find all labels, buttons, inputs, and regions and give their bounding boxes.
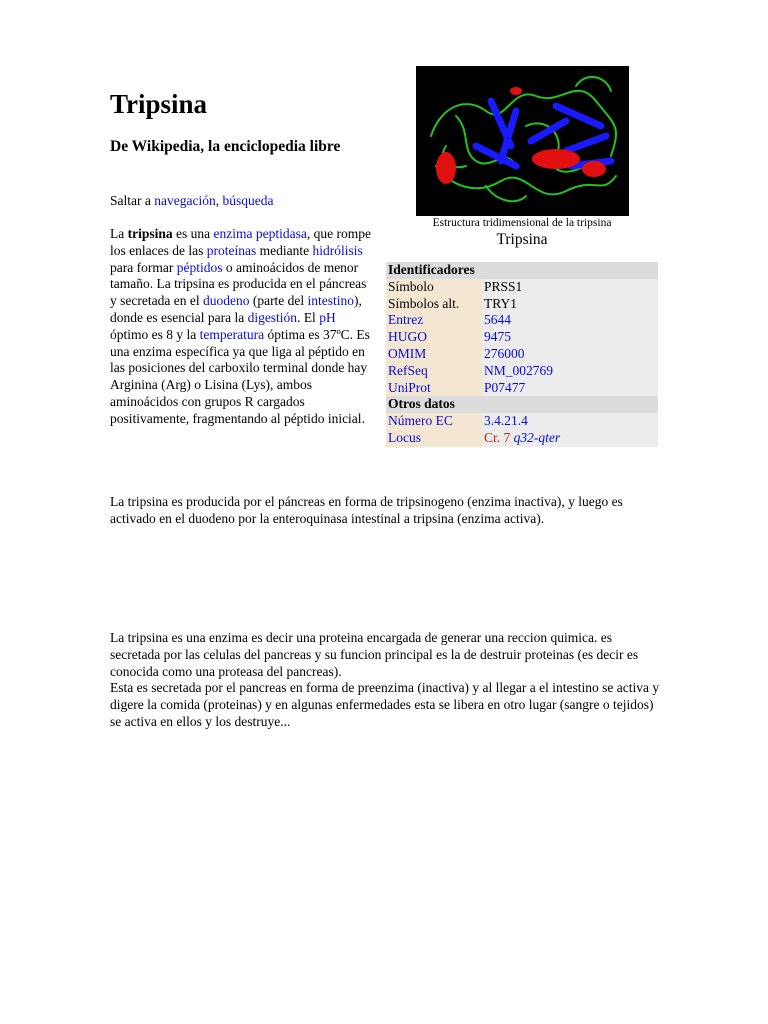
infobox-value-cell xyxy=(482,430,658,447)
infobox-value[interactable]: 5644 xyxy=(484,312,511,328)
infobox-key-cell xyxy=(386,363,482,380)
infobox-value-cell xyxy=(482,363,658,380)
paragraph-3-line-1: La tripsina es una enzima es decir una proteina encargada de generar una reccion quimica. es secretada por las celulas del pancreas y su funcion principal es la de destruir proteinas (es decir es conocida como una proteasa del pancreas). xyxy=(110,630,639,679)
intro-text: La xyxy=(110,226,128,241)
infobox-row xyxy=(386,329,658,346)
intro-link[interactable]: duodeno xyxy=(202,293,250,309)
infobox-value[interactable]: 3.4.21.4 xyxy=(484,413,528,429)
infobox-value-cell xyxy=(482,346,658,363)
infobox-title: Tripsina xyxy=(496,231,548,248)
infobox-table xyxy=(386,262,658,447)
jump-separator: , xyxy=(215,193,223,208)
infobox-key[interactable]: Número EC xyxy=(388,413,453,429)
infobox-value-cell xyxy=(482,413,658,430)
jump-prefix: Saltar a xyxy=(110,193,155,208)
infobox-key: Símbolo xyxy=(388,278,434,294)
infobox-key: Símbolos alt. xyxy=(388,295,460,311)
jump-navigation-link[interactable]: navegación xyxy=(154,193,216,208)
image-caption: Estructura tridimensional de la tripsina xyxy=(432,217,612,229)
infobox-key-cell xyxy=(386,380,482,397)
intro-link[interactable]: pH xyxy=(319,309,336,325)
infobox-value: PRSS1 xyxy=(484,278,523,294)
intro-link[interactable]: temperatura xyxy=(199,326,265,342)
intro-link[interactable]: digestión xyxy=(247,309,298,325)
intro-link[interactable]: proteínas xyxy=(206,242,257,258)
intro-text: para formar xyxy=(110,259,177,275)
jump-links xyxy=(110,192,273,209)
infobox-key[interactable]: RefSeq xyxy=(388,362,428,378)
infobox-value-cell xyxy=(482,296,658,313)
paragraph-3-line-2: Esta es secretada por el pancreas en forma de preenzima (inactiva) y al llegar a el intestino se activa y digere la comida (proteinas) y en algunas enfermedades esta se libera en otro lugar (sangre o tejidos) se activa en ellos y los destruye... xyxy=(110,680,660,729)
intro-link[interactable]: enzima peptidasa xyxy=(213,226,307,241)
section-otros-datos xyxy=(386,396,658,413)
intro-text: (parte del xyxy=(249,293,308,309)
paragraph-3 xyxy=(110,630,660,731)
infobox-value: TRY1 xyxy=(484,295,518,311)
intro-text: ), donde es esencial para la xyxy=(110,293,362,325)
section-identificadores xyxy=(386,262,658,279)
infobox-key-cell xyxy=(386,329,482,346)
page-title: Tripsina xyxy=(110,89,208,119)
infobox-key-cell xyxy=(386,430,482,447)
infobox-value-cell xyxy=(482,279,658,296)
infobox-key[interactable]: Locus xyxy=(388,429,421,445)
infobox-value-cell xyxy=(482,329,658,346)
infobox-value[interactable]: NM_002769 xyxy=(484,362,554,378)
paragraph-2: La tripsina es producida por el páncreas en forma de tripsinogeno (enzima inactiva), y luego es activado en el duodeno por la enteroquinasa intestinal a tripsina (enzima activa). xyxy=(110,494,623,526)
infobox-value[interactable]: 9475 xyxy=(484,329,511,345)
intro-link[interactable]: hidrólisis xyxy=(312,242,363,258)
infobox-row xyxy=(386,279,658,296)
intro-link[interactable]: intestino xyxy=(307,293,355,309)
intro-bold-term: tripsina xyxy=(127,226,173,241)
locus-chromosome-link[interactable]: Cr. 7 xyxy=(484,429,511,445)
intro-text: óptimo es 8 y la xyxy=(110,326,200,342)
infobox-row xyxy=(386,346,658,363)
infobox-key[interactable]: Entrez xyxy=(388,312,424,328)
locus-band-link[interactable]: q32-qter xyxy=(513,429,561,445)
intro-text: , que rompe los enlaces de las xyxy=(110,226,371,258)
infobox-key[interactable]: HUGO xyxy=(388,329,427,345)
infobox-key-cell xyxy=(386,296,482,313)
section-identificadores-label: Identificadores xyxy=(386,262,658,279)
section-otros-datos-label: Otros datos xyxy=(386,396,658,413)
infobox-key-cell xyxy=(386,346,482,363)
infobox-key-cell xyxy=(386,312,482,329)
protein-ribbon-icon xyxy=(416,66,629,216)
jump-search-link[interactable]: búsqueda xyxy=(222,193,274,208)
infobox-value-cell xyxy=(482,380,658,397)
intro-link[interactable]: péptidos xyxy=(176,259,223,275)
infobox-row xyxy=(386,380,658,397)
infobox-value[interactable]: P07477 xyxy=(484,379,526,395)
infobox-row xyxy=(386,312,658,329)
intro-text: o aminoácidos de menor tamaño. La tripsina es producida en el páncreas y secretada en el xyxy=(110,259,367,309)
intro-text: . El xyxy=(297,309,320,325)
intro-text: mediante xyxy=(256,242,313,258)
infobox-value-cell xyxy=(482,312,658,329)
intro-paragraph xyxy=(110,226,372,428)
infobox-key[interactable]: OMIM xyxy=(388,345,427,361)
infobox-row xyxy=(386,363,658,380)
infobox-key-cell xyxy=(386,413,482,430)
infobox-row-ec xyxy=(386,413,658,430)
intro-text: óptima es 37ºC. Es una enzima específica ya que liga al péptido en las posiciones del carboxilo terminal donde hay Arginina (Arg) o Lisina (Lys), ambos aminoácidos con grupos R cargados positivamente, fragmentando al péptido inicial. xyxy=(110,326,370,426)
infobox-key-cell xyxy=(386,279,482,296)
page-subtitle: De Wikipedia, la enciclopedia libre xyxy=(110,138,341,155)
intro-text: es una xyxy=(172,226,214,241)
infobox-row-locus xyxy=(386,430,658,447)
infobox-row xyxy=(386,296,658,313)
infobox-value[interactable]: 276000 xyxy=(484,345,525,361)
infobox-key[interactable]: UniProt xyxy=(388,379,431,395)
protein-structure-image[interactable] xyxy=(416,66,629,216)
